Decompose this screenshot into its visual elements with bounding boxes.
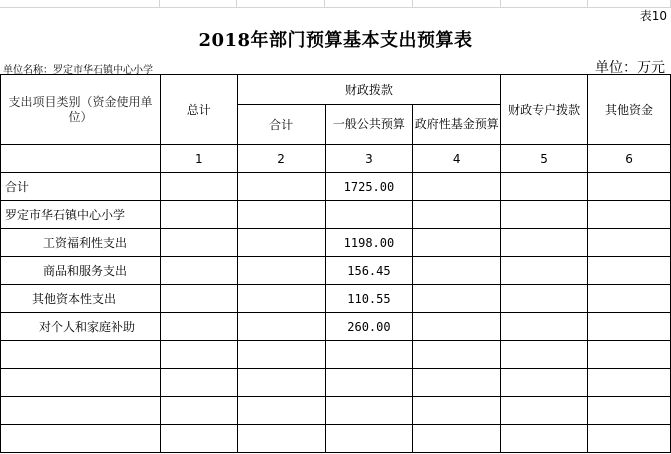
row-value-cell[interactable] — [588, 425, 671, 453]
row-value-cell[interactable] — [160, 397, 237, 425]
col-number[interactable]: 5 — [501, 145, 588, 173]
row-name-cell[interactable] — [1, 425, 161, 453]
row-value-cell[interactable] — [501, 173, 588, 201]
row-value-cell[interactable] — [325, 369, 413, 397]
row-value-cell[interactable] — [413, 341, 501, 369]
row-value-cell[interactable] — [413, 285, 501, 313]
row-value-cell[interactable] — [413, 257, 501, 285]
table-row — [1, 425, 671, 453]
row-value-cell[interactable] — [237, 173, 325, 201]
grid-cell — [501, 0, 588, 8]
header-general-budget[interactable]: 一般公共预算 — [325, 105, 413, 145]
page-title: 2018年部门预算基本支出预算表 — [198, 30, 473, 51]
header-total[interactable]: 总计 — [160, 75, 237, 145]
row-value-cell[interactable]: 1725.00 — [325, 173, 413, 201]
table-row — [1, 229, 671, 257]
row-value-cell[interactable] — [501, 341, 588, 369]
row-value-cell[interactable]: 156.45 — [325, 257, 413, 285]
header-fiscal-allocation[interactable]: 财政拨款 — [237, 75, 500, 105]
row-value-cell[interactable] — [160, 341, 237, 369]
row-value-cell[interactable] — [237, 257, 325, 285]
row-value-cell[interactable] — [160, 285, 237, 313]
row-value-cell[interactable] — [501, 257, 588, 285]
row-value-cell[interactable] — [501, 369, 588, 397]
row-value-cell[interactable] — [160, 257, 237, 285]
row-value-cell[interactable] — [588, 257, 671, 285]
unit-name-label: 单位名称：罗定市华石镇中心小学 — [3, 65, 153, 76]
row-value-cell[interactable] — [501, 201, 588, 229]
row-value-cell[interactable] — [160, 425, 237, 453]
row-value-cell[interactable] — [413, 397, 501, 425]
col-number[interactable]: 3 — [325, 145, 413, 173]
row-value-cell[interactable] — [237, 425, 325, 453]
row-value-cell[interactable] — [588, 229, 671, 257]
row-value-cell[interactable] — [237, 369, 325, 397]
col-number[interactable]: 4 — [413, 145, 501, 173]
table-number: 表10 — [639, 9, 667, 23]
row-value-cell[interactable] — [588, 173, 671, 201]
row-value-cell[interactable] — [413, 229, 501, 257]
grid-cell — [413, 0, 501, 8]
row-value-cell[interactable] — [237, 201, 325, 229]
row-value-cell[interactable] — [160, 313, 237, 341]
row-value-cell[interactable] — [501, 397, 588, 425]
row-value-cell[interactable]: 110.55 — [325, 285, 413, 313]
unit-line — [0, 59, 671, 75]
row-name-cell[interactable] — [1, 369, 161, 397]
row-name-cell[interactable]: 对个人和家庭补助 — [1, 313, 161, 341]
row-value-cell[interactable] — [325, 425, 413, 453]
row-value-cell[interactable] — [588, 201, 671, 229]
row-value-cell[interactable] — [160, 173, 237, 201]
row-name-cell[interactable]: 商品和服务支出 — [1, 257, 161, 285]
table-row — [1, 285, 671, 313]
row-name-cell[interactable]: 其他资本性支出 — [1, 285, 161, 313]
row-value-cell[interactable] — [160, 369, 237, 397]
row-name-cell[interactable]: 合计 — [1, 173, 161, 201]
table-row — [1, 257, 671, 285]
row-value-cell[interactable] — [325, 201, 413, 229]
table-row — [1, 201, 671, 229]
col-number-blank[interactable] — [1, 145, 161, 173]
column-number-row — [1, 145, 671, 173]
row-value-cell[interactable] — [501, 425, 588, 453]
row-name-cell[interactable] — [1, 397, 161, 425]
table-row — [1, 313, 671, 341]
row-value-cell[interactable] — [588, 341, 671, 369]
row-value-cell[interactable] — [325, 341, 413, 369]
col-number[interactable]: 6 — [588, 145, 671, 173]
row-value-cell[interactable] — [237, 397, 325, 425]
header-special-account[interactable]: 财政专户拨款 — [501, 75, 588, 145]
table-row — [1, 397, 671, 425]
spreadsheet-grid-strip — [0, 0, 671, 8]
row-name-cell[interactable]: 工资福利性支出 — [1, 229, 161, 257]
row-value-cell[interactable]: 260.00 — [325, 313, 413, 341]
row-name-cell[interactable]: 罗定市华石镇中心小学 — [1, 201, 161, 229]
row-value-cell[interactable] — [237, 313, 325, 341]
row-value-cell[interactable] — [413, 369, 501, 397]
row-name-cell[interactable] — [1, 341, 161, 369]
row-value-cell[interactable] — [160, 229, 237, 257]
row-value-cell[interactable] — [413, 201, 501, 229]
header-subtotal[interactable]: 合计 — [237, 105, 325, 145]
grid-cell — [237, 0, 325, 8]
table-row — [1, 173, 671, 201]
header-other-funds[interactable]: 其他资金 — [588, 75, 671, 145]
col-number[interactable]: 1 — [160, 145, 237, 173]
row-value-cell[interactable] — [413, 313, 501, 341]
col-number[interactable]: 2 — [237, 145, 325, 173]
currency-unit-label: 单位：万元 — [595, 60, 665, 76]
row-value-cell[interactable] — [588, 313, 671, 341]
row-value-cell[interactable] — [501, 313, 588, 341]
row-value-cell[interactable] — [588, 397, 671, 425]
grid-cell — [0, 0, 160, 8]
grid-cell — [325, 0, 413, 8]
row-value-cell[interactable] — [588, 369, 671, 397]
budget-table — [0, 74, 671, 453]
row-value-cell[interactable] — [413, 425, 501, 453]
table-row — [1, 369, 671, 397]
table-row — [1, 341, 671, 369]
row-value-cell[interactable] — [237, 285, 325, 313]
grid-cell — [160, 0, 237, 8]
row-value-cell[interactable] — [237, 341, 325, 369]
row-value-cell[interactable] — [501, 285, 588, 313]
row-value-cell[interactable] — [325, 397, 413, 425]
row-value-cell[interactable] — [413, 173, 501, 201]
header-category[interactable]: 支出项目类别（资金使用单位） — [1, 75, 161, 145]
row-value-cell[interactable] — [160, 201, 237, 229]
row-value-cell[interactable] — [501, 229, 588, 257]
row-value-cell[interactable] — [588, 285, 671, 313]
header-gov-fund-budget[interactable]: 政府性基金预算 — [413, 105, 501, 145]
row-value-cell[interactable] — [237, 229, 325, 257]
row-value-cell[interactable]: 1198.00 — [325, 229, 413, 257]
